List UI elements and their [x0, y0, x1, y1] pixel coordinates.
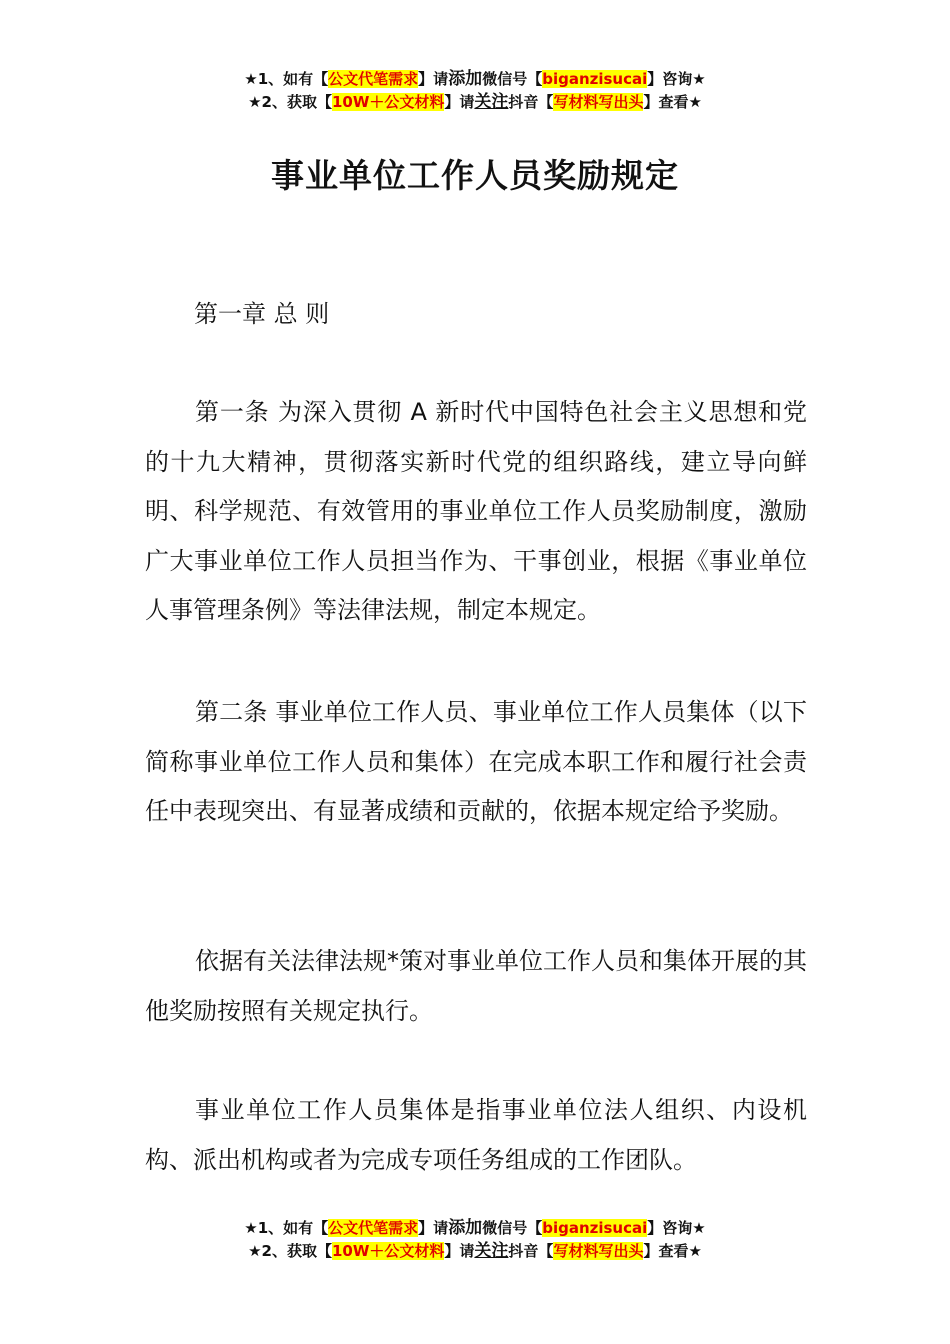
banner-line-1: [0, 1217, 950, 1240]
banner-text: 】查看★: [643, 1242, 702, 1260]
paragraph-other-awards: 依据有关法律法规*策对事业单位工作人员和集体开展的其他奖励按照有关规定执行。: [145, 947, 807, 1025]
banner-line-2: [0, 91, 950, 114]
banner-text: 】请: [444, 93, 475, 111]
banner-text: ★2、获取【: [248, 93, 332, 111]
top-banner: [0, 68, 950, 114]
highlight-service: 公文代笔需求: [328, 70, 419, 88]
document-title: 事业单位工作人员奖励规定: [271, 156, 679, 195]
banner-text: 微信号【: [482, 70, 543, 88]
banner-text: 】咨询★: [647, 70, 706, 88]
banner-text: 抖音【: [508, 93, 554, 111]
highlight-service: 公文代笔需求: [328, 1219, 419, 1237]
banner-line-2: [0, 1240, 950, 1263]
banner-emphasis: 关注: [474, 92, 509, 112]
banner-text: 抖音【: [508, 1242, 554, 1260]
highlight-wechat-id: biganzisucai: [542, 70, 648, 88]
highlight-wechat-id: biganzisucai: [542, 1219, 648, 1237]
paragraph-collective-definition: 事业单位工作人员集体是指事业单位法人组织、内设机构、派出机构或者为完成专项任务组成的工作团队。: [145, 1096, 807, 1174]
banner-text: 】查看★: [643, 93, 702, 111]
banner-emphasis: 添加: [448, 1218, 483, 1238]
banner-text: 】咨询★: [647, 1219, 706, 1237]
banner-text: 微信号【: [482, 1219, 543, 1237]
highlight-douyin-id: 写材料写出头: [553, 1242, 644, 1260]
highlight-materials: 10W＋公文材料: [331, 1242, 445, 1260]
banner-text: ★1、如有【: [244, 1219, 329, 1237]
banner-text: 】请: [444, 1242, 475, 1260]
highlight-materials: 10W＋公文材料: [331, 93, 445, 111]
paragraph-article-1: 第一条 为深入贯彻 A 新时代中国特色社会主义思想和党的十九大精神，贯彻落实新时代党的组织路线，建立导向鲜明、科学规范、有效管用的事业单位工作人员奖励制度，激励广大事业单位工作人员担当作为、干事创业，根据《事业单位人事管理条例》等法律法规，制定本规定。: [145, 398, 807, 624]
banner-emphasis: 添加: [448, 69, 483, 89]
highlight-douyin-id: 写材料写出头: [553, 93, 644, 111]
banner-text: 】请: [418, 70, 449, 88]
banner-emphasis: 关注: [474, 1241, 509, 1261]
banner-text: ★2、获取【: [248, 1242, 332, 1260]
bottom-banner: [0, 1217, 950, 1263]
banner-line-1: [0, 68, 950, 91]
chapter-heading: 第一章 总 则: [194, 300, 330, 328]
paragraph-article-2: 第二条 事业单位工作人员、事业单位工作人员集体（以下简称事业单位工作人员和集体）在完成本职工作和履行社会责任中表现突出、有显著成绩和贡献的，依据本规定给予奖励。: [145, 698, 807, 825]
banner-text: ★1、如有【: [244, 70, 329, 88]
banner-text: 】请: [418, 1219, 449, 1237]
